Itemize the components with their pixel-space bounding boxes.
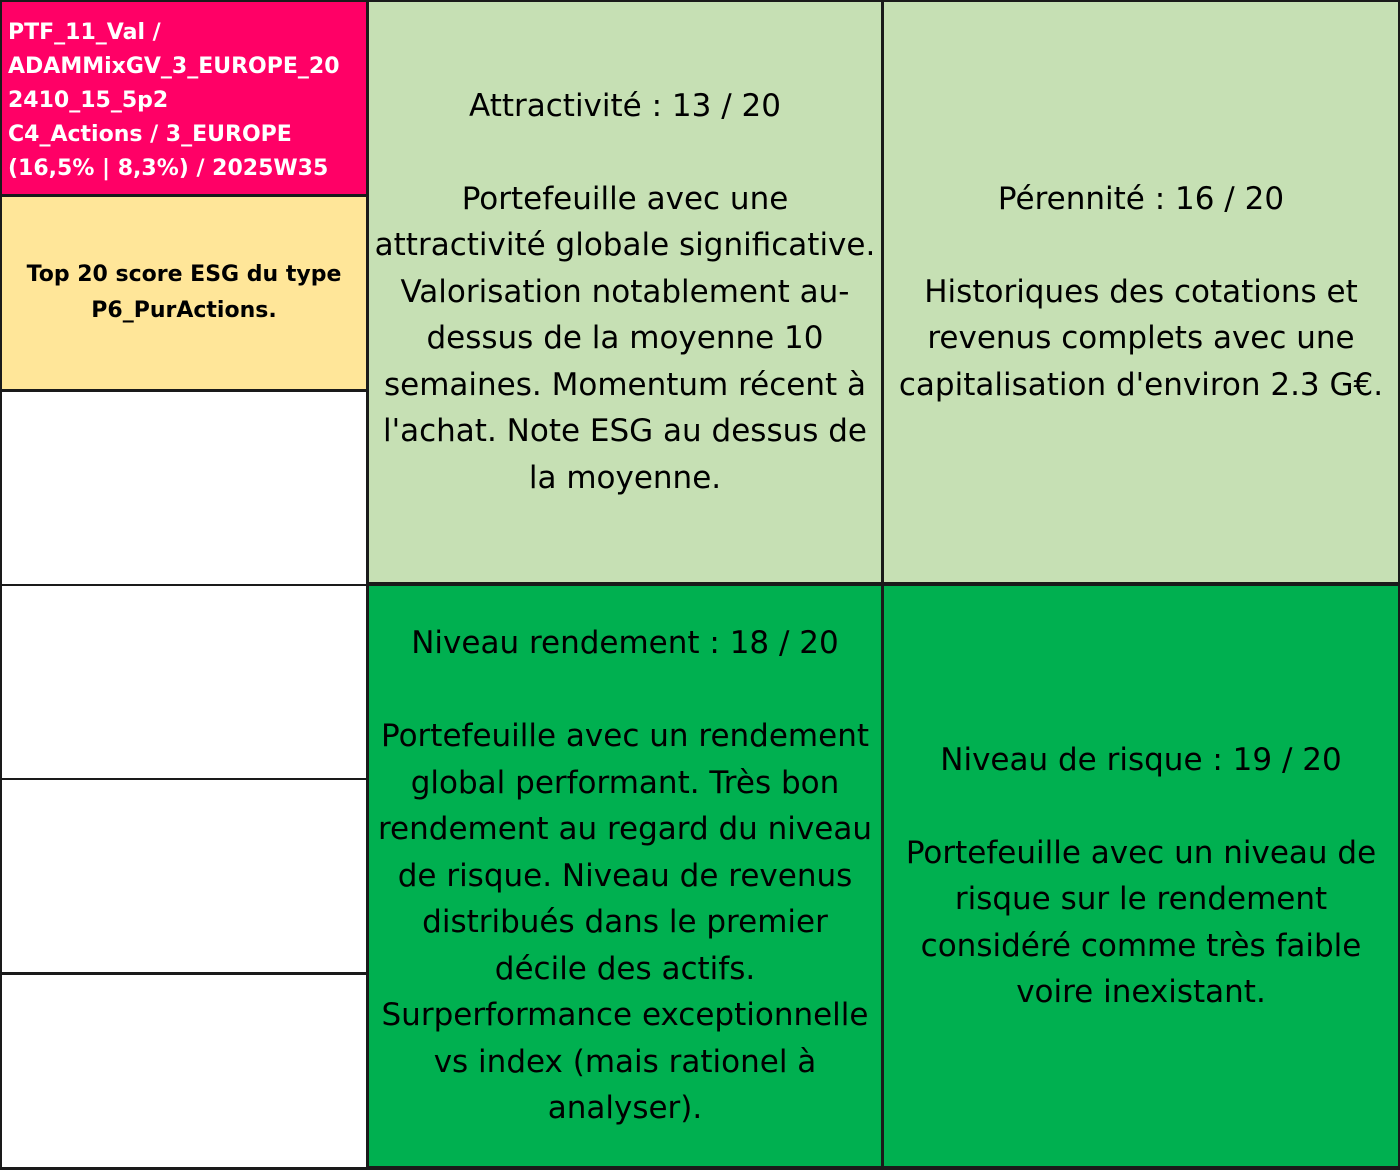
perennite-content: [888, 176, 1394, 409]
rendement-description: Portefeuille avec un rendement global performant. Très bon rendement au regard du niveau de risque. Niveau de revenus distribués dans le premier décile des actifs. Surperformance exceptionnelle vs index (mais rationel à analyser).: [377, 718, 872, 1127]
portfolio-line-5: (16,5% | 8,3%) / 2025W35: [8, 156, 329, 181]
attractivite-description: Portefeuille avec une attractivité globale significative. Valorisation notablement au-dessus de la moyenne 10 semaines. Momentum récent à l'achat. Note ESG au dessus de la moyenne.: [374, 180, 876, 496]
rendement-content: [373, 620, 877, 1132]
risque-cell[interactable]: [884, 586, 1398, 1166]
risque-description: Portefeuille avec un niveau de risque sur le rendement considéré comme très faible voire inexistant.: [905, 834, 1377, 1010]
attractivite-content: [373, 83, 877, 502]
risque-title: Niveau de risque : 19 / 20: [940, 741, 1342, 778]
attractivite-cell[interactable]: [369, 2, 881, 582]
portfolio-title: [8, 16, 340, 186]
empty-cell-2[interactable]: [2, 586, 366, 778]
portfolio-line-3: 2410_15_5p2: [8, 88, 169, 113]
esg-label-cell[interactable]: [2, 197, 366, 389]
esg-label: Top 20 score ESG du type P6_PurActions.: [26, 262, 342, 323]
rendement-title: Niveau rendement : 18 / 20: [411, 625, 839, 662]
empty-cell-1[interactable]: [2, 392, 366, 584]
empty-cell-4[interactable]: [2, 975, 366, 1167]
attractivite-title: Attractivité : 13 / 20: [469, 87, 781, 124]
portfolio-line-4: C4_Actions / 3_EUROPE: [8, 122, 292, 147]
perennite-title: Pérennité : 16 / 20: [997, 180, 1285, 217]
empty-cell-3[interactable]: [2, 780, 366, 972]
portfolio-line-1: PTF_11_Val /: [8, 20, 161, 45]
rendement-cell[interactable]: [369, 586, 881, 1166]
risque-content: [888, 737, 1394, 1016]
portfolio-title-cell[interactable]: [2, 2, 366, 194]
perennite-description: Historiques des cotations et revenus complets avec une capitalisation d'environ 2.3 G€.: [898, 273, 1384, 403]
perennite-cell[interactable]: [884, 2, 1398, 582]
portfolio-line-2: ADAMMixGV_3_EUROPE_20: [8, 54, 340, 79]
